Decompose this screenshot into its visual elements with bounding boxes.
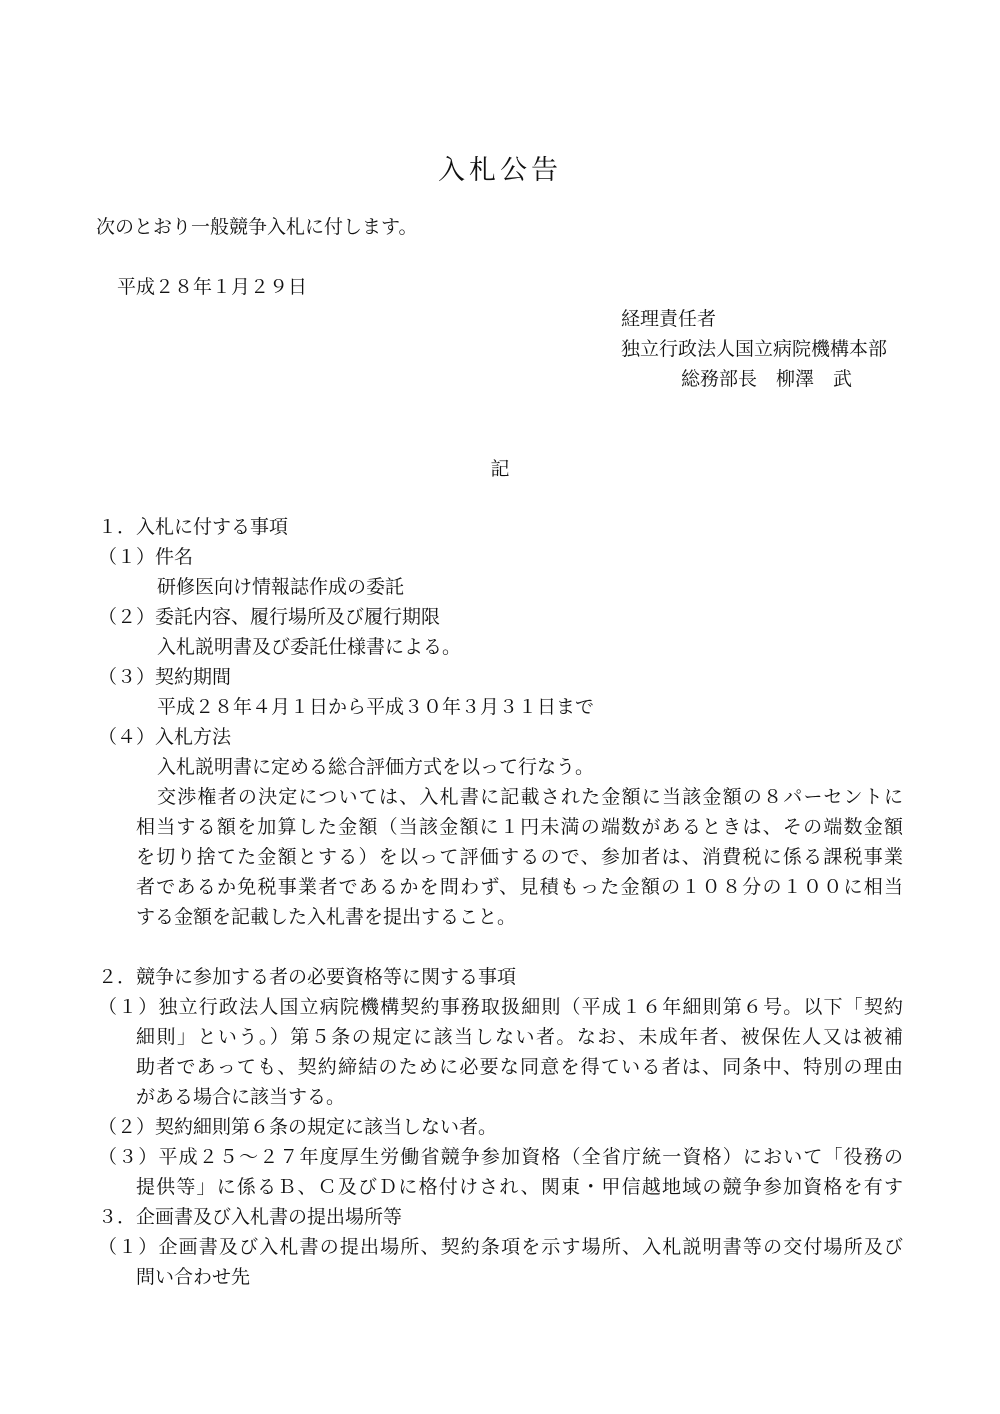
section-1-heading: １．入札に付する事項 bbox=[98, 516, 289, 538]
s1-item4-text: 入札説明書に定める総合評価方式を以って行なう。 bbox=[157, 756, 595, 778]
intro-text: 次のとおり一般競争入札に付します。 bbox=[96, 216, 418, 238]
s1-item4-label: （４）入札方法 bbox=[98, 726, 232, 748]
s1-item4-para-line: 交渉権者の決定については、入札書に記載された金額に当該金額の８パーセントに bbox=[157, 786, 903, 808]
ki-marker: 記 bbox=[490, 458, 510, 480]
issuer-org: 独立行政法人国立病院機構本部 bbox=[621, 338, 888, 360]
s1-item3-label: （３）契約期間 bbox=[98, 666, 232, 688]
s2-item2-text: （２）契約細則第６条の規定に該当しない者。 bbox=[98, 1116, 498, 1138]
s2-item1-line: 細則」という。）第５条の規定に該当しない者。なお、未成年者、被保佐人又は被補 bbox=[136, 1026, 903, 1048]
s2-item3-line: 提供等」に係るＢ、Ｃ及びＤに格付けされ、関東・甲信越地域の競争参加資格を有す bbox=[136, 1176, 903, 1198]
page-title: 入札公告 bbox=[438, 155, 562, 186]
s2-item1-line: 助者であっても、契約締結のために必要な同意を得ている者は、同条中、特別の理由 bbox=[136, 1056, 903, 1078]
s2-item1-line: がある場合に該当する。 bbox=[136, 1086, 346, 1108]
s1-item1-label: （１）件名 bbox=[98, 546, 194, 568]
s1-item3-text: 平成２８年４月１日から平成３０年３月３１日まで bbox=[157, 696, 595, 718]
s2-item3-line: （３）平成２５～２７年度厚生労働省競争参加資格（全省庁統一資格）において「役務の bbox=[98, 1146, 903, 1168]
s1-item4-para-line: する金額を記載した入札書を提出すること。 bbox=[136, 906, 517, 928]
s1-item4-para-line: 相当する額を加算した金額（当該金額に１円未満の端数があるときは、その端数金額 bbox=[136, 816, 903, 838]
section-3-heading: ３．企画書及び入札書の提出場所等 bbox=[98, 1206, 403, 1228]
s1-item4-para-line: 者であるか免税事業者であるかを問わず、見積もった金額の１０８分の１００に相当 bbox=[136, 876, 903, 898]
s1-item2-label: （２）委託内容、履行場所及び履行期限 bbox=[98, 606, 441, 628]
s3-item1-line: 問い合わせ先 bbox=[136, 1266, 251, 1288]
s1-item4-para-line: を切り捨てた金額とする）を以って評価するので、参加者は、消費税に係る課税事業 bbox=[136, 846, 903, 868]
s3-item1-line: （１）企画書及び入札書の提出場所、契約条項を示す場所、入札説明書等の交付場所及び bbox=[98, 1236, 903, 1258]
section-2-heading: ２．競争に参加する者の必要資格等に関する事項 bbox=[98, 966, 517, 988]
s1-item2-text: 入札説明書及び委託仕様書による。 bbox=[157, 636, 462, 658]
issuer-person: 総務部長 柳澤 武 bbox=[681, 368, 853, 390]
issuer-role: 経理責任者 bbox=[621, 308, 717, 330]
notice-date: 平成２８年１月２９日 bbox=[117, 276, 308, 298]
s1-item1-text: 研修医向け情報誌作成の委託 bbox=[157, 576, 405, 598]
s2-item1-line: （１）独立行政法人国立病院機構契約事務取扱細則（平成１６年細則第６号。以下「契約 bbox=[98, 996, 903, 1018]
